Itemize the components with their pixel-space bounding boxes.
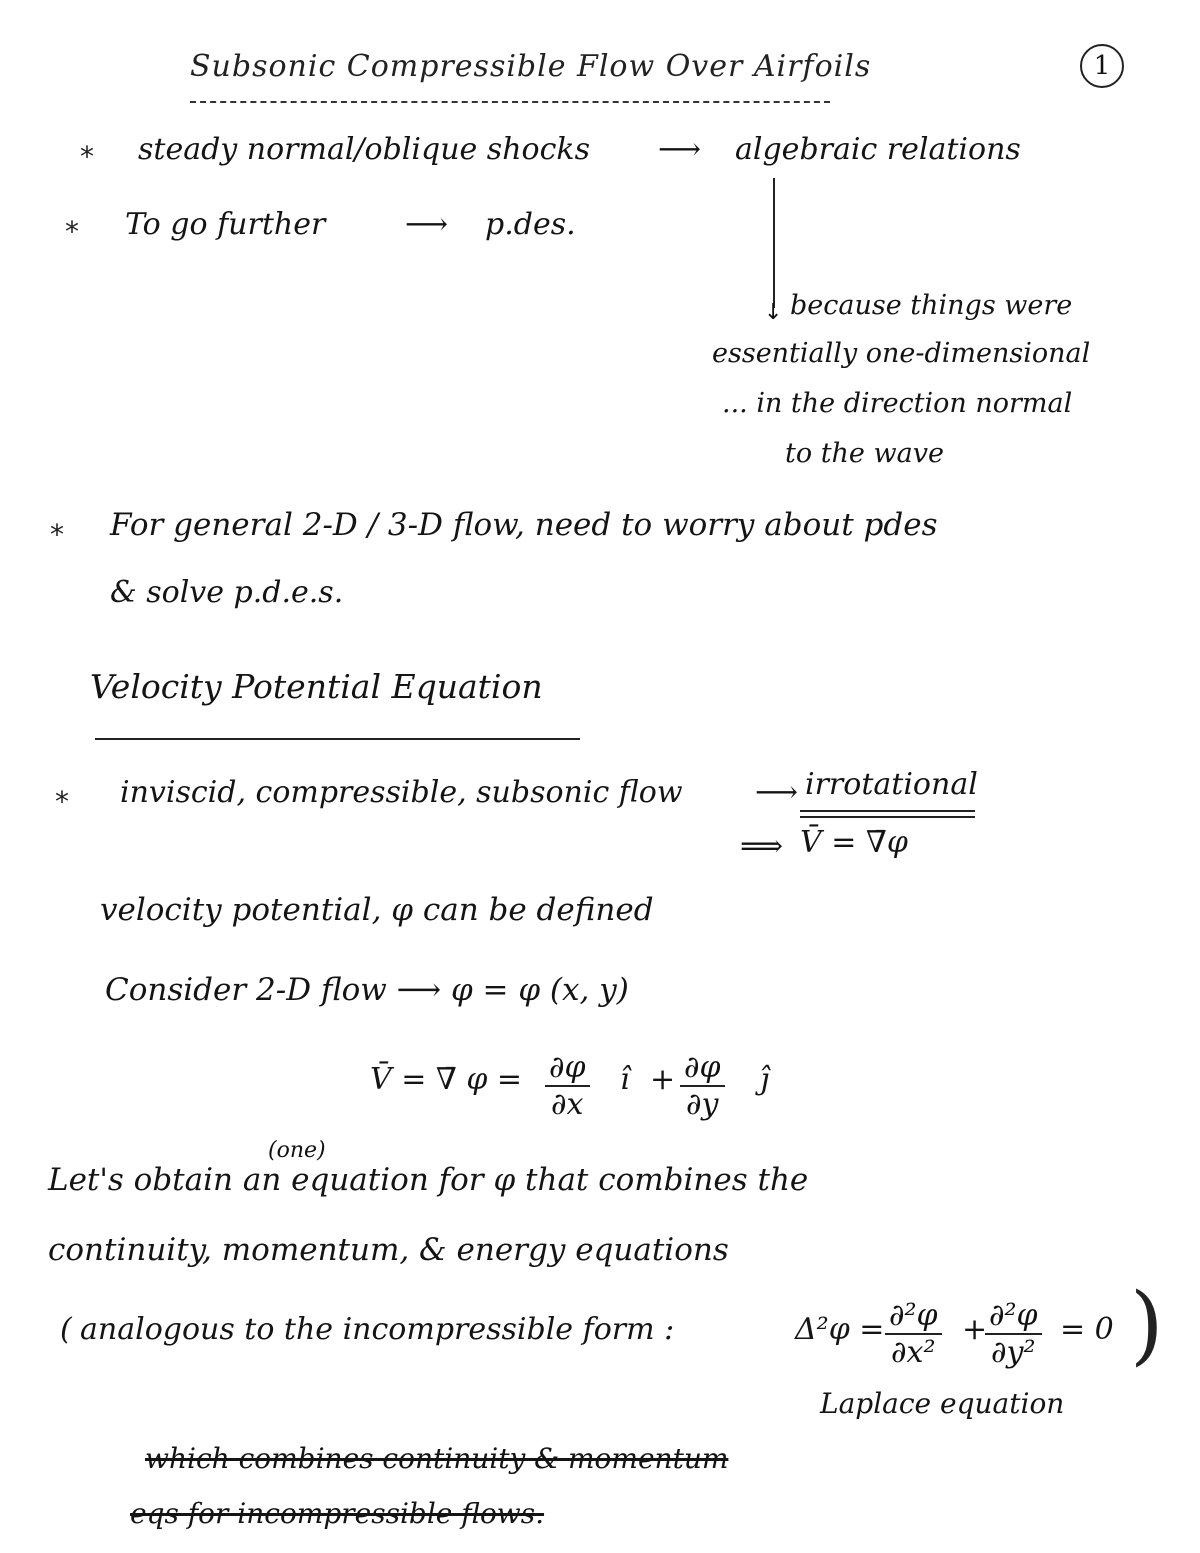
bullet-1-right: algebraic relations	[735, 132, 1021, 167]
fraction-denominator: ∂y²	[991, 1335, 1036, 1370]
analogous-close-paren: )	[1130, 1275, 1164, 1375]
fraction-numerator: ∂²φ	[985, 1298, 1042, 1335]
fraction-numerator: ∂²φ	[885, 1298, 942, 1335]
analogous-open-paren: (	[60, 1312, 72, 1347]
fraction-d2phi-dy2	[985, 1298, 1042, 1370]
bullet-3-line-1: For general 2-D / 3-D flow, need to worry about pdes	[110, 507, 938, 543]
fraction-dphi-dy	[680, 1050, 725, 1122]
bullet-4-left: inviscid, compressible, subsonic flow	[120, 775, 683, 810]
bullet-icon: *	[80, 140, 94, 173]
bullet-2-right: p.des.	[485, 207, 576, 242]
fraction-numerator: ∂φ	[545, 1050, 590, 1087]
bullet-icon: *	[55, 785, 69, 818]
page-title: Subsonic Compressible Flow Over Airfoils	[190, 49, 872, 84]
fraction-denominator: ∂x²	[891, 1335, 936, 1370]
title-underline	[190, 101, 830, 103]
fraction-d2phi-dx2	[885, 1298, 942, 1370]
arrow-icon: ⟶	[405, 207, 449, 242]
fraction-denominator: ∂x	[551, 1087, 584, 1122]
continuity-line: continuity, momentum, & energy equations	[48, 1232, 729, 1268]
struck-line-1: which combines continuity & momentum	[145, 1442, 729, 1475]
analogous-text: analogous to the incompressible form :	[80, 1312, 675, 1347]
laplace-lhs: Δ²φ =	[795, 1312, 885, 1347]
bullet-1-left: steady normal/oblique shocks	[138, 132, 590, 167]
gradient-eq-lhs: V̄ = ∇̄ φ =	[370, 1062, 523, 1097]
arrow-icon: ⟶	[755, 775, 799, 810]
page-number: 1	[1080, 44, 1124, 88]
side-note-line-4: to the wave	[785, 438, 944, 469]
side-note-line-3: ... in the direction normal	[722, 388, 1073, 419]
arrow-icon: ⟶	[658, 132, 702, 167]
struck-line-2: eqs for incompressible flows.	[130, 1497, 545, 1530]
bullet-2-left: To go further	[125, 207, 326, 242]
bullet-icon: *	[65, 215, 79, 248]
plus-sign: +	[962, 1312, 988, 1347]
consider-2d-line: Consider 2-D flow ⟶ φ = φ (x, y)	[105, 972, 629, 1008]
bullet-3-line-2: & solve p.d.e.s.	[110, 575, 344, 610]
laplace-label: Laplace equation	[820, 1387, 1065, 1420]
implies-icon: ⟹	[740, 829, 784, 864]
irrotational-underline-2	[800, 816, 975, 818]
heading-underline	[95, 738, 580, 740]
i-hat: î	[620, 1062, 630, 1097]
fraction-numerator: ∂φ	[680, 1050, 725, 1087]
fraction-denominator: ∂y	[686, 1087, 719, 1122]
down-arrow-line	[773, 178, 775, 308]
irrotational-underline-1	[800, 810, 975, 812]
side-note-line-1: because things were	[790, 290, 1073, 321]
down-arrow-icon: ↓	[764, 300, 783, 325]
velocity-potential-line: velocity potential, φ can be defined	[100, 892, 654, 928]
bullet-icon: *	[50, 518, 64, 551]
one-annotation: (one)	[268, 1138, 326, 1163]
section-heading: Velocity Potential Equation	[90, 667, 543, 706]
j-hat: ĵ	[760, 1062, 770, 1097]
lets-obtain-line: Let's obtain an equation for φ that combines the	[48, 1162, 809, 1198]
side-note-line-2: essentially one-dimensional	[712, 338, 1091, 369]
bullet-4-right: irrotational	[805, 767, 978, 802]
plus-sign: +	[650, 1062, 676, 1097]
velocity-gradient-eq: V̄ = ∇̄φ	[800, 825, 908, 860]
fraction-dphi-dx	[545, 1050, 590, 1122]
equals-zero: = 0	[1060, 1312, 1114, 1347]
